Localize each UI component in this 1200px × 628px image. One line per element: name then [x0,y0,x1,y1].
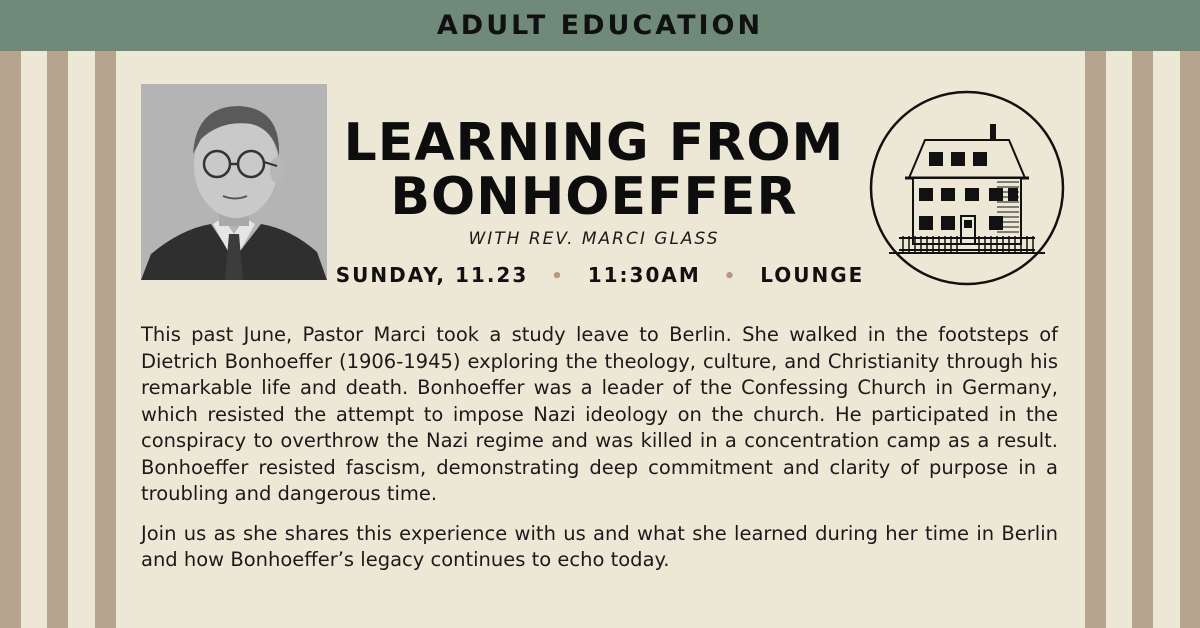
right-stripe-2 [1132,51,1153,628]
event-location: LOUNGE [760,263,865,287]
description [141,322,1058,587]
event-date: SUNDAY, 11.23 [335,263,529,287]
left-stripe-2 [47,51,68,628]
right-stripe-3 [1180,51,1200,628]
portrait-photo [141,84,327,280]
left-stripe-3 [95,51,116,628]
separator-dot: • [551,266,565,287]
separator-dot: • [723,266,738,287]
header-title: ADULT EDUCATION [436,10,764,41]
event-details [330,263,870,287]
description-paragraph-1: This past June, Pastor Marci took a study leave to Berlin. She walked in the footsteps of Dietrich Bonhoeffer (1906-1945) exploring the theology, culture, and Christianity through his remarkable life and death. Bonhoeffer was a leader of the Confessing Church in Germany, which resisted the attempt to impose Nazi ideology on the church. He participated in the conspiracy to overthrow the Nazi regime and was killed in a concentration camp as a result. Bonhoeffer resisted fascism, demonstrating deep commitment and clarity of purpose in a troubling and dangerous time. [141,323,1058,505]
event-title: LEARNING FROM BONHOEFFER [343,113,845,227]
description-paragraph-2: Join us as she shares this experience with us and what she learned during her time in Berlin and how Bonhoeffer’s legacy continues to echo today. [141,521,1058,571]
right-stripe-1 [1085,51,1106,628]
left-stripe-1 [0,51,21,628]
header-bar [0,0,1200,51]
house-illustration [869,90,1065,286]
presenter-line: WITH REV. MARCI GLASS [468,229,720,249]
event-time: 11:30AM [587,263,701,287]
